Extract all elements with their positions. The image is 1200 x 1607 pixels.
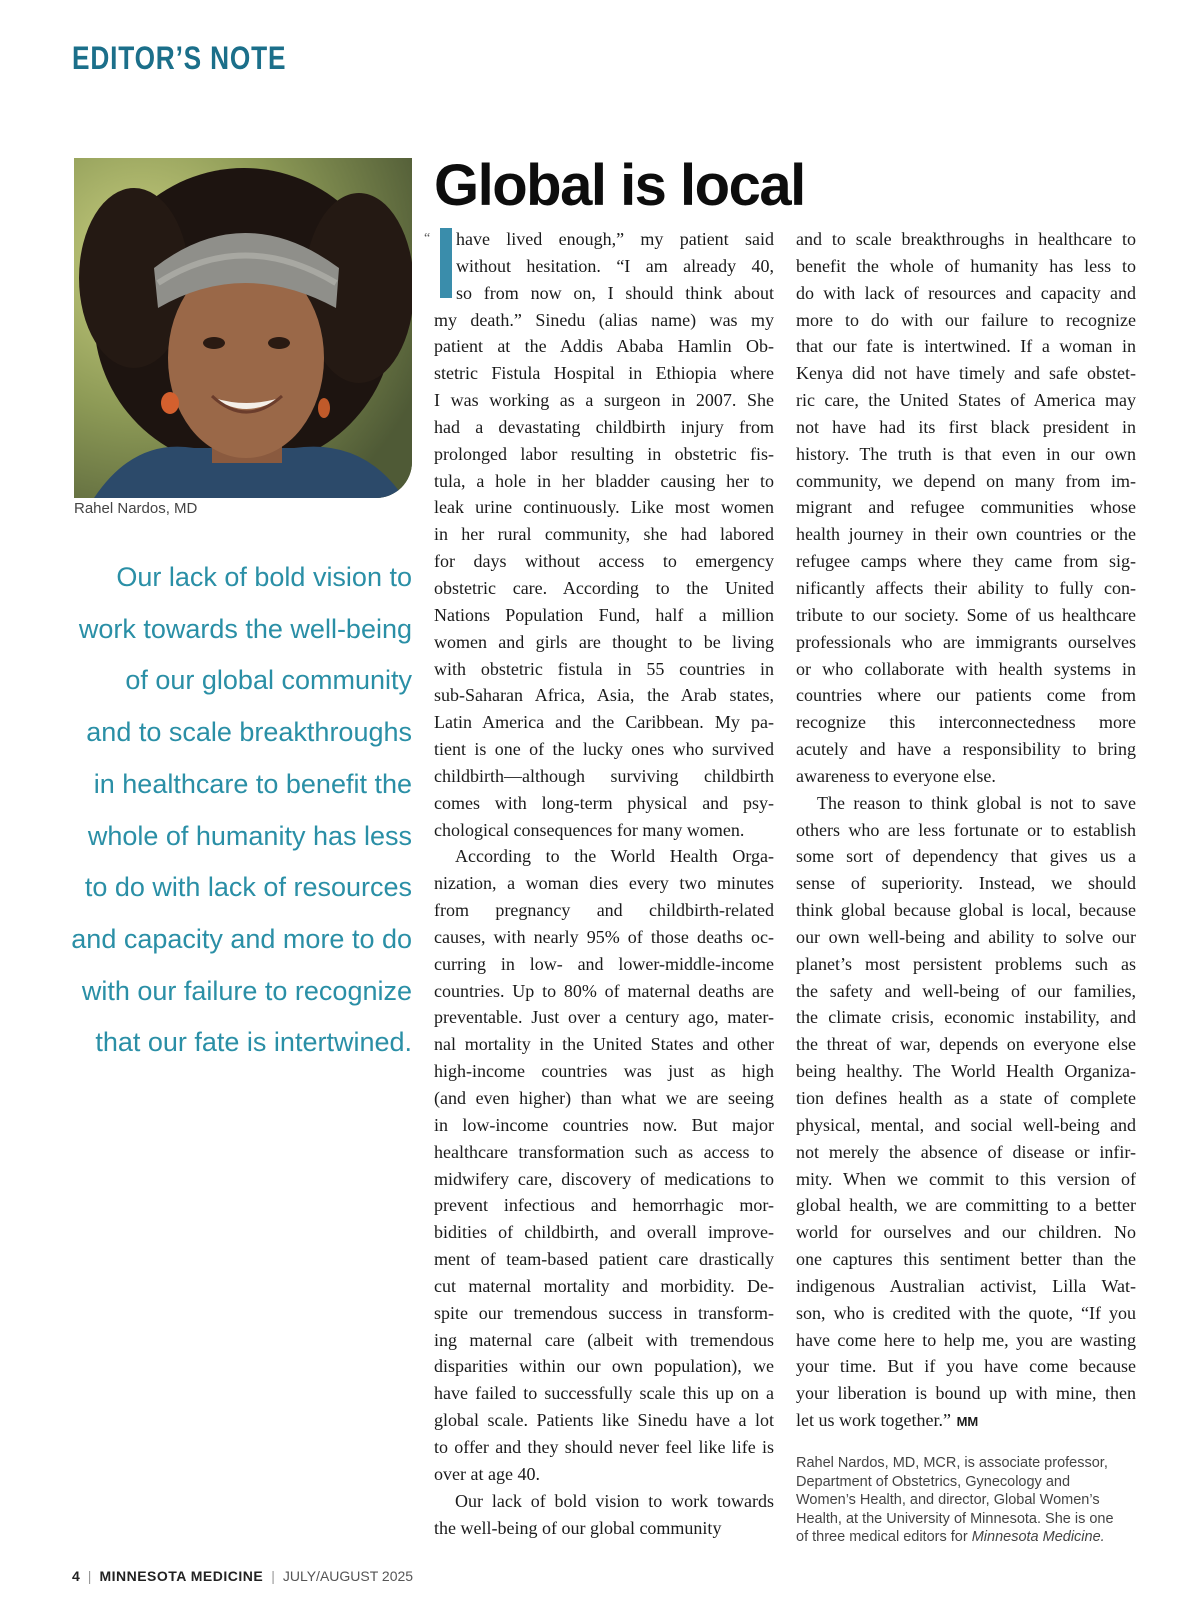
body-line: not merely the absence of disease or infir- [796, 1141, 1136, 1162]
headline: Global is local [434, 153, 805, 218]
body-line: nificantly affects their ability to fully con- [796, 577, 1136, 598]
publication-name: Minnesota Medicine. [971, 1529, 1105, 1545]
body-line: in low-income countries now. But major [434, 1114, 774, 1135]
body-line: mity. When we commit to this version of [796, 1168, 1136, 1189]
body-line: countries. Up to 80% of maternal deaths are [434, 980, 774, 1001]
body-line: my death.” Sinedu (alias name) was my [434, 309, 774, 330]
body-line: have lived enough,” my patient said [456, 229, 774, 249]
body-line: Nations Population Fund, half a million [434, 604, 774, 625]
body-line: migrant and refugee communities whose [796, 497, 1136, 518]
body-line: cut maternal mortality and morbidity. De- [434, 1275, 774, 1296]
body-line: tient is one of the lucky ones who survived [434, 739, 774, 760]
body-line: According to the World Health Orga- [455, 846, 774, 867]
body-line: causes, with nearly 95% of those deaths oc- [434, 926, 774, 947]
pull-quote [60, 552, 412, 1069]
body-line: tula, a hole in her bladder causing her to [434, 470, 774, 491]
body-line: high-income countries was just as high [434, 1061, 774, 1082]
body-line: with obstetric fistula in 55 countries in [434, 658, 774, 679]
pull-quote-line: that our fate is intertwined. [95, 1027, 412, 1058]
body-line: prevent infectious and hemorrhagic mor- [434, 1195, 774, 1216]
body-line: one captures this sentiment better than the [796, 1249, 1136, 1270]
pull-quote-line: of our global community [125, 665, 412, 696]
drop-cap [440, 228, 452, 298]
body-line: the climate crisis, economic instability, and [796, 1007, 1136, 1028]
body-line: ing maternal care (albeit with tremendous [434, 1329, 774, 1350]
body-line: women and girls are thought to be living [434, 631, 774, 652]
body-line: in her rural community, she had labored [434, 524, 774, 545]
pull-quote-line: in healthcare to benefit the [93, 768, 412, 799]
body-line: awareness to everyone else. [796, 765, 996, 786]
body-line: physical, mental, and social well-being and [796, 1114, 1136, 1135]
body-line: nization, a woman dies every two minutes [434, 873, 774, 894]
body-line: have failed to successfully scale this up on a [434, 1383, 774, 1404]
body-line: the safety and well-being of our families, [796, 980, 1136, 1001]
body-line: others who are less fortunate or to establish [796, 819, 1136, 840]
body-line: the well-being of our global community [434, 1517, 722, 1538]
body-line: healthcare transformation such as access to [434, 1141, 774, 1162]
body-line: sub-Saharan Africa, Asia, the Arab states, [434, 685, 774, 706]
pull-quote-line: with our failure to recognize [81, 975, 412, 1006]
pull-quote-line: and capacity and more to do [71, 923, 412, 954]
body-line: world for ourselves and our children. No [796, 1222, 1136, 1243]
pull-quote-line: Our lack of bold vision to [116, 562, 412, 592]
pull-quote-line: work towards the well-being [78, 613, 412, 644]
author-photo [74, 158, 412, 498]
body-line: comes with long-term physical and psy- [434, 792, 774, 813]
body-line: have come here to help me, you are wasting [796, 1329, 1136, 1350]
body-line: leak urine continuously. Like most women [434, 497, 774, 518]
body-line: tion defines health as a state of complete [796, 1088, 1136, 1108]
body-line: tribute to our society. Some of us healthcare [796, 604, 1136, 625]
body-line: benefit the whole of humanity has less to [796, 255, 1136, 276]
body-line: our own well-being and ability to solve our [796, 926, 1136, 947]
body-line: Our lack of bold vision to work towards [455, 1490, 774, 1511]
photo-caption: Rahel Nardos, MD [74, 500, 198, 517]
body-column-1 [424, 226, 774, 1541]
body-line: preventable. Just over a century ago, mater- [434, 1007, 774, 1028]
body-line: spite our tremendous success in transform- [434, 1302, 774, 1323]
bio-line: Rahel Nardos, MD, MCR, is associate professor, [796, 1455, 1108, 1471]
body-line: your time. But if you have come because [796, 1356, 1136, 1377]
issue-date: JULY/AUGUST 2025 [282, 1568, 414, 1584]
body-line: (and even higher) than what we are seeing [434, 1088, 774, 1108]
body-line: think global because global is local, because [796, 900, 1136, 921]
body-line: I was working as a surgeon in 2007. She [434, 390, 774, 411]
body-line: curring in low- and lower-middle-income [434, 953, 774, 974]
body-line: recognize this interconnectedness more [796, 712, 1136, 733]
body-line: disparities within our own population), we [434, 1356, 774, 1377]
body-line: that our fate is intertwined. If a woman in [796, 336, 1136, 357]
body-line: being healthy. The World Health Organiza- [796, 1061, 1136, 1082]
body-line: had a devastating childbirth injury from [434, 416, 774, 437]
opening-paragraph [424, 226, 774, 307]
body-line: planet’s most persistent problems such as [796, 953, 1136, 974]
body-line: professionals who are immigrants ourselves [796, 631, 1136, 652]
body-line: without hesitation. “I am already 40, [456, 255, 774, 276]
pull-quote-line: whole of humanity has less [87, 820, 412, 851]
end-mark: MM [952, 1414, 979, 1430]
body-line: global health, we are committing to a better [796, 1195, 1136, 1216]
body-line: Kenya did not have timely and safe obstet- [796, 363, 1136, 384]
bio-line: of three medical editors for Minnesota Medicine. [796, 1529, 1105, 1545]
body-line: nal mortality in the United States and other [434, 1034, 774, 1055]
body-line: over at age 40. [434, 1463, 540, 1484]
author-bio [796, 1454, 1126, 1547]
body-line: chological consequences for many women. [434, 819, 745, 840]
body-line: the threat of war, depends on everyone else [796, 1034, 1136, 1055]
body-line: ric care, the United States of America may [796, 390, 1136, 411]
pull-quote-line: and to scale breakthroughs [86, 717, 412, 748]
body-line: son, who is credited with the quote, “If you [796, 1302, 1136, 1323]
body-line: patient at the Addis Ababa Hamlin Ob- [434, 336, 774, 357]
body-line: midwifery care, discovery of medications to [434, 1168, 774, 1189]
body-line: stetric Fistula Hospital in Ethiopia where [434, 363, 774, 384]
body-line: some sort of dependency that gives us a [796, 846, 1136, 867]
body-column-2 [796, 226, 1136, 1436]
body-line: from pregnancy and childbirth-related [434, 900, 774, 921]
body-line: to offer and they should never feel like life is [434, 1436, 774, 1457]
body-line: refugee camps where they came from sig- [796, 551, 1136, 572]
bio-line: Health, at the University of Minnesota. She is one [796, 1510, 1114, 1527]
body-line: for days without access to emergency [434, 551, 774, 572]
body-line: ment of team-based patient care drastically [434, 1249, 774, 1270]
pull-quote-line: to do with lack of resources [84, 872, 412, 903]
body-line: bidities of childbirth, and overall improve- [434, 1222, 774, 1243]
body-line: your liberation is bound up with mine, then [796, 1383, 1136, 1404]
portrait-image [74, 158, 412, 498]
opening-quote-mark: “ [424, 231, 431, 246]
body-line: or who collaborate with health systems in [796, 658, 1136, 679]
body-line: Latin America and the Caribbean. My pa- [434, 712, 774, 733]
page-footer [72, 1568, 413, 1584]
magazine-name: MINNESOTA MEDICINE [99, 1568, 264, 1584]
body-line: indigenous Australian activist, Lilla Wat- [796, 1275, 1136, 1296]
body-line: and to scale breakthroughs in healthcare to [796, 229, 1136, 249]
footer-divider: | [271, 1568, 275, 1584]
body-line: more to do with our failure to recognize [796, 309, 1136, 330]
body-line: countries where our patients come from [796, 685, 1136, 706]
body-line: let us work together.” MM [796, 1410, 979, 1431]
body-line: prolonged labor resulting in obstetric fis- [434, 443, 774, 464]
bio-line: Department of Obstetrics, Gynecology and [796, 1473, 1071, 1490]
body-line: health journey in their own countries or the [796, 524, 1136, 545]
body-line: sense of superiority. Instead, we should [796, 873, 1136, 894]
body-line: global scale. Patients like Sinedu have a lot [434, 1410, 774, 1431]
body-line: acutely and have a responsibility to bring [796, 739, 1136, 760]
page-number: 4 [72, 1568, 80, 1584]
footer-divider: | [87, 1568, 92, 1584]
body-line: so from now on, I should think about [456, 282, 774, 303]
body-line: community, we depend on many from im- [796, 470, 1136, 491]
body-line: childbirth—although surviving childbirth [434, 765, 774, 786]
body-line: obstetric care. According to the United [434, 577, 774, 598]
body-line: history. The truth is that even in our own [796, 443, 1136, 464]
section-label: EDITOR’S NOTE [72, 40, 287, 76]
body-line: do with lack of resources and capacity and [796, 282, 1136, 303]
bio-line: Women’s Health, and director, Global Women’s [796, 1492, 1100, 1508]
body-line: not have had its first black president in [796, 416, 1136, 437]
body-line: The reason to think global is not to save [817, 792, 1136, 813]
